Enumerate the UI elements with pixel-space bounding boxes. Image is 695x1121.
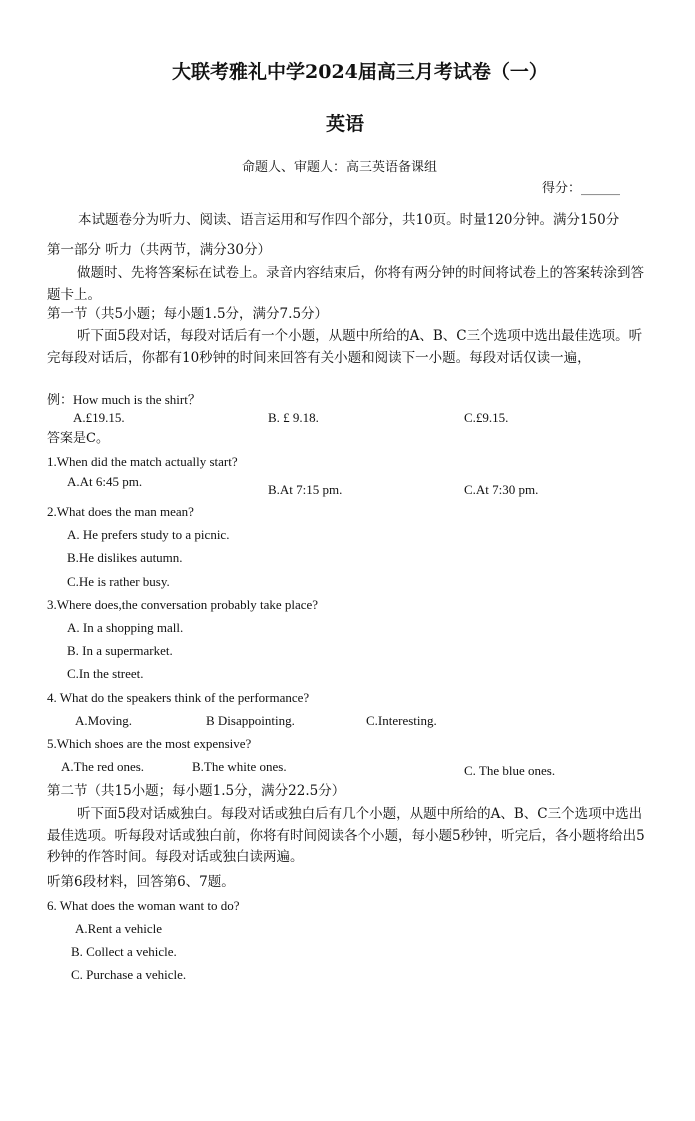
question-5-option-a: A.The red ones. <box>61 759 145 774</box>
exam-title: 大联考雅礼中学2024届高三月考试卷（一） <box>172 61 548 83</box>
question-2-stem: 2.What does the man mean? <box>47 504 194 519</box>
question-5-stem: 5.Which shoes are the most expensive? <box>47 736 252 751</box>
section1-instruction: 听下面5段对话，每段对话后有一个小题，从题中所给的A、B、C三个选项中选出最佳选项。听完每段对话后，你都有10秒钟的时间来回答有关小题和阅读下一小题。每段对话仅读一遍， <box>47 328 643 366</box>
section2-instruction: 听下面5段对话威独白。每段对话或独白后有几个小题，从题中所给的A、B、C三个选项中选出最佳选项。听每段对话或独白前，你将有时间阅读各个小题，每小题5秒钟，听完后，各小题将给出5秒钟的作答时间。每段对话或独白读两遍。 <box>47 806 645 865</box>
question-5-option-c: C. The blue ones. <box>464 763 556 778</box>
question-6-stem: 6. What does the woman want to do? <box>47 898 240 913</box>
question-1-option-a: A.At 6:45 pm. <box>67 474 143 489</box>
example-question: 例：How much is the shirt？ <box>47 392 201 407</box>
intro-text: 本试题卷分为听力、阅读、语言运用和写作四个部分，共10页。时量120分钟。满分150分 <box>78 212 620 228</box>
part1-instruction: 做题时、先将答案标在试卷上。录音内容结束后，你将有两分钟的时间将试卷上的答案转涂到答题卡上。 <box>47 265 644 303</box>
question-6-option-c: C. Purchase a vehicle. <box>71 967 187 982</box>
question-4-option-a: A.Moving. <box>75 713 133 728</box>
question-6-option-b: B. Collect a vehicle. <box>71 944 177 959</box>
example-option-a: A.£19.15. <box>73 410 125 425</box>
example-option-b: B. £ 9.18. <box>268 410 319 425</box>
question-4-option-c: C.Interesting. <box>366 713 437 728</box>
question-1-option-c: C.At 7:30 pm. <box>464 482 539 497</box>
question-3-stem: 3.Where does,the conversation probably take place? <box>47 597 319 612</box>
authors-line: 命题人、审题人：高三英语备课组 <box>242 160 438 175</box>
section2-heading: 第二节（共15小题；每小题1.5分，满分22.5分） <box>47 783 346 799</box>
question-3-option-a: A. In a shopping mall. <box>67 620 184 635</box>
question-4-option-b: B Disappointing. <box>206 713 295 728</box>
question-4-stem: 4. What do the speakers think of the performance? <box>47 690 310 705</box>
question-2-option-b: B.He dislikes autumn. <box>67 550 183 565</box>
question-1-stem: 1.When did the match actually start? <box>47 454 238 469</box>
question-1-option-b: B.At 7:15 pm. <box>268 482 343 497</box>
example-answer: 答案是C。 <box>47 431 109 446</box>
question-5-option-b: B.The white ones. <box>192 759 287 774</box>
question-3-option-b: B. In a supermarket. <box>67 643 173 658</box>
question-6-option-a: A.Rent a vehicle <box>75 921 162 936</box>
question-3-option-c: C.In the street. <box>67 666 144 681</box>
score-field[interactable]: 得分：______ <box>542 181 621 196</box>
section1-heading: 第一节（共5小题；每小题1.5分，满分7.5分） <box>47 306 329 322</box>
section2-material: 听第6段材料，回答第6、7题。 <box>47 874 235 890</box>
part1-heading: 第一部分 听力（共两节，满分30分） <box>47 242 271 258</box>
example-option-c: C.£9.15. <box>464 410 509 425</box>
subject-title: 英语 <box>326 113 365 135</box>
question-2-option-c: C.He is rather busy. <box>67 574 170 589</box>
question-2-option-a: A. He prefers study to a picnic. <box>67 527 230 542</box>
